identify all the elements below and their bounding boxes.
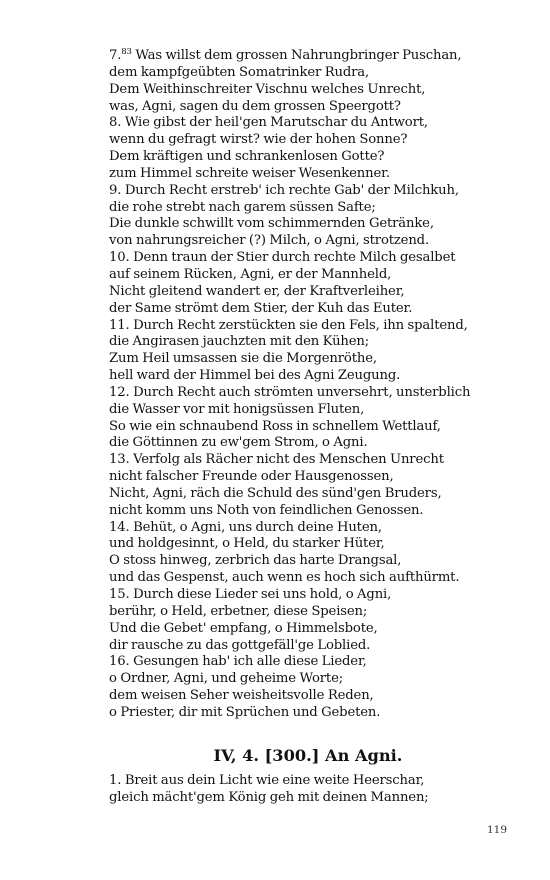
verse-line <box>109 149 509 166</box>
verse-line <box>109 486 509 503</box>
verse-text: 11. Durch Recht zerstückten sie den Fels, ihn spaltend, <box>109 317 468 333</box>
footnote-marker: 83 <box>121 47 132 57</box>
verse-text: nicht komm uns Noth von feindlichen Genossen. <box>109 502 424 518</box>
verse-text: 14. Behüt, o Agni, uns durch deine Huten, <box>109 519 382 535</box>
verse-text: Nicht, Agni, räch die Schuld des sünd'gen Bruders, <box>109 485 442 501</box>
verse-line <box>109 705 509 722</box>
verse-text: So wie ein schnaubend Ross in schnellem Wettlauf, <box>109 418 441 434</box>
verse-line <box>109 553 509 570</box>
verse-text: 12. Durch Recht auch strömten unversehrt, unsterblich <box>109 384 471 400</box>
verse-text: Die dunkle schwillt vom schimmernden Getränke, <box>109 216 434 232</box>
verse-line: gleich mächt'gem König geh mit deinen Mannen; <box>109 789 429 805</box>
verse-line <box>109 115 509 132</box>
verse-line <box>109 233 509 250</box>
verse-line <box>109 469 509 486</box>
verse-text: Was willst dem grossen Nahrungbringer Puschan, <box>131 48 462 63</box>
verse-line <box>109 200 509 217</box>
page-number: 119 <box>487 824 508 836</box>
verse-line <box>109 216 509 233</box>
verse-text: zum Himmel schreite weiser Wesenkenner. <box>109 165 390 181</box>
verse-line <box>109 570 509 587</box>
next-hymn-verses <box>109 773 509 807</box>
verse-line <box>109 435 509 452</box>
verse-line <box>109 82 509 99</box>
verse-line: 1. Breit aus dein Licht wie eine weite Heerschar, <box>109 773 425 788</box>
verse-line <box>109 250 509 267</box>
verse-text: 9. Durch Recht erstreb' ich rechte Gab' der Milchkuh, <box>109 182 459 198</box>
verse-text: Dem kräftigen und schrankenlosen Gotte? <box>109 149 385 165</box>
verse-line <box>109 385 509 402</box>
verse-line <box>109 520 509 537</box>
verse-text: berühr, o Held, erbetner, diese Speisen; <box>109 603 368 619</box>
hymn-verses <box>109 48 509 722</box>
verse-line <box>109 318 509 335</box>
verse-text: O stoss hinweg, zerbrich das harte Drangsal, <box>109 553 402 569</box>
verse-line <box>109 671 509 688</box>
verse-text: 16. Gesungen hab' ich alle diese Lieder, <box>109 654 367 670</box>
verse-line <box>109 419 509 436</box>
verse-text: der Same strömt dem Stier, der Kuh das Euter. <box>109 300 413 316</box>
verse-line <box>109 183 509 200</box>
verse-line <box>109 284 509 301</box>
verse-line <box>109 132 509 149</box>
verse-text: dem kampfgeübten Somatrinker Rudra, <box>109 64 370 80</box>
verse-text: wenn du gefragt wirst? wie der hohen Sonne? <box>109 132 408 148</box>
verse-text: dir rausche zu das gottgefäll'ge Loblied. <box>109 637 371 653</box>
verse-line <box>109 166 509 183</box>
verse-line <box>109 654 509 671</box>
verse-text: Nicht gleitend wandert er, der Kraftverleiher, <box>109 283 405 299</box>
verse-line <box>109 621 509 638</box>
verse-line <box>109 65 509 82</box>
verse-text: die Angirasen jauchzten mit den Kühen; <box>109 334 370 350</box>
verse-text: von nahrungsreicher (?) Milch, o Agni, strotzend. <box>109 233 430 249</box>
verse-line <box>109 536 509 553</box>
verse-line <box>109 638 509 655</box>
verse-text: dem weisen Seher weisheitsvolle Reden, <box>109 688 374 704</box>
verse-text: was, Agni, sagen du dem grossen Speergott? <box>109 98 401 114</box>
verse-line <box>109 402 509 419</box>
verse-text: 13. Verfolg als Rächer nicht des Menschen Unrecht <box>109 452 444 468</box>
verse-line <box>109 267 509 284</box>
verse-text: 15. Durch diese Lieder sei uns hold, o Agni, <box>109 587 392 602</box>
verse-text: die rohe strebt nach garem süssen Safte; <box>109 199 376 215</box>
verse-text: Und die Gebet' empfang, o Himmelsbote, <box>109 620 378 636</box>
verse-text: und das Gespenst, auch wenn es hoch sich aufthürmt. <box>109 570 460 586</box>
hymn-heading: IV, 4. [300.] An Agni. <box>213 746 403 765</box>
verse-line <box>109 334 509 351</box>
verse-text: die Wasser vor mit honigsüssen Fluten, <box>109 401 365 417</box>
verse-line <box>109 452 509 469</box>
verse-text: o Ordner, Agni, und geheime Worte; <box>109 671 344 687</box>
verse-text: 10. Denn traun der Stier durch rechte Milch gesalbet <box>109 250 456 266</box>
verse-line <box>109 301 509 318</box>
verse-line <box>109 48 509 65</box>
verse-line <box>109 351 509 368</box>
verse-number: 7. <box>109 48 122 63</box>
verse-text: die Göttinnen zu ew'gem Strom, o Agni. <box>109 435 368 451</box>
verse-line <box>109 99 509 116</box>
verse-text: Dem Weithinschreiter Vischnu welches Unrecht, <box>109 81 426 97</box>
verse-text: Zum Heil umsassen sie die Morgenröthe, <box>109 351 377 367</box>
verse-text: hell ward der Himmel bei des Agni Zeugung. <box>109 368 401 384</box>
verse-text: o Priester, dir mit Sprüchen und Gebeten. <box>109 704 381 720</box>
verse-text: 8. Wie gibst der heil'gen Marutschar du Antwort, <box>109 115 428 131</box>
verse-line <box>109 503 509 520</box>
verse-text: auf seinem Rücken, Agni, er der Mannheld, <box>109 266 392 282</box>
verse-text: nicht falscher Freunde oder Hausgenossen, <box>109 469 394 485</box>
verse-line <box>109 604 509 621</box>
verse-line <box>109 368 509 385</box>
verse-line <box>109 688 509 705</box>
verse-line <box>109 587 509 604</box>
verse-text: und holdgesinnt, o Held, du starker Hüter, <box>109 536 385 552</box>
